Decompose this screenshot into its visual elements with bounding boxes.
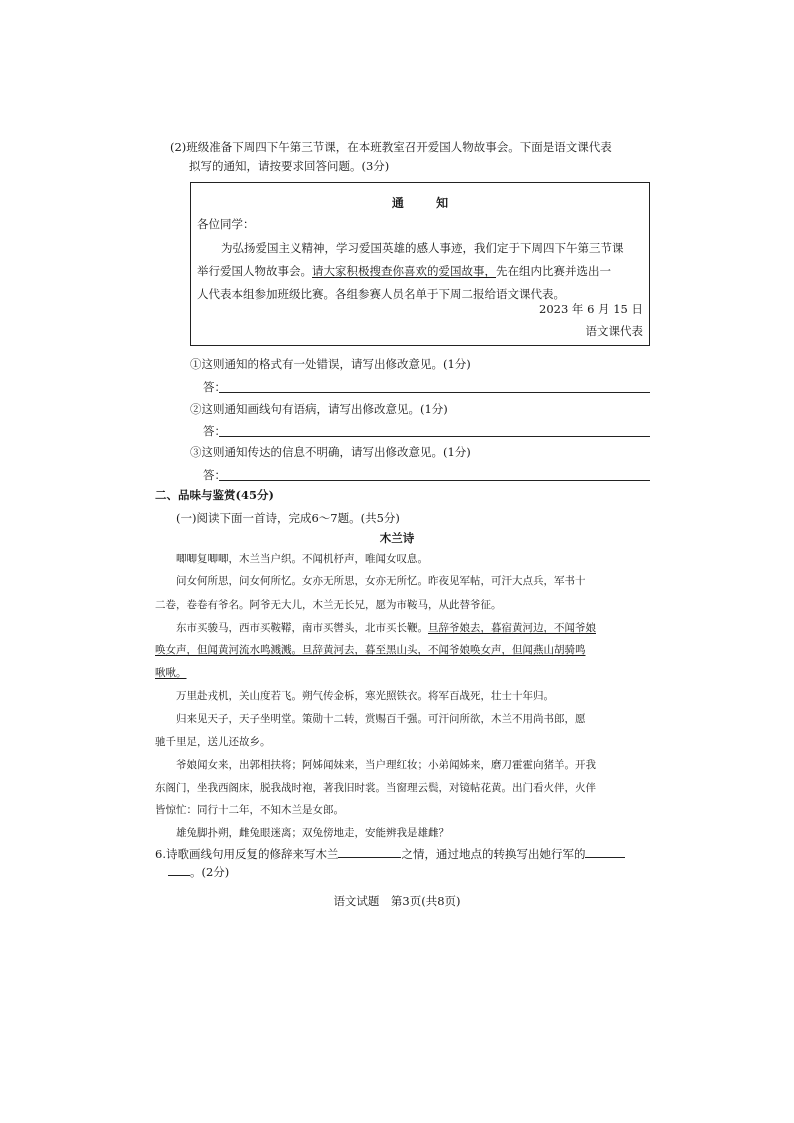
question-6-part3: 。(2分)	[190, 865, 230, 879]
poem-line: 万里赴戎机，关山度若飞。朔气传金柝，寒光照铁衣。将军百战死，壮士十年归。	[176, 690, 554, 702]
poem-underlined-sentence: 旦辞爷娘去，暮宿黄河边，不闻爷娘	[428, 622, 596, 634]
poem-line: 唧唧复唧唧，木兰当户织。不闻机杼声，唯闻女叹息。	[176, 553, 428, 565]
notice-body-line2	[197, 263, 611, 279]
poem-line: 二卷，卷卷有爷名。阿爷无大儿，木兰无长兄，愿为市鞍马，从此替爷征。	[155, 599, 502, 611]
sub-question-2: ②这则通知画线句有语病，请写出修改意见。(1分)	[190, 402, 448, 416]
question-6-blank-2-continued[interactable]	[168, 863, 190, 876]
poem-line: 皆惊忙：同行十二年，不知木兰是女郎。	[155, 804, 344, 816]
notice-date: 2023 年 6 月 15 日	[539, 302, 643, 316]
poem-title: 木兰诗	[379, 531, 415, 545]
notice-salutation: 各位同学：	[197, 217, 255, 231]
poem-underlined-line: 啾啾。	[155, 667, 187, 679]
notice-body-line3: 人代表本组参加班级比赛。各组参赛人员名单于下周二报给语文课代表。	[197, 287, 565, 301]
notice-box	[190, 182, 650, 346]
poem-underlined-line: 唤女声，但闻黄河流水鸣溅溅。旦辞黄河去，暮至黑山头，不闻爷娘唤女声，但闻燕山胡骑鸣	[155, 644, 586, 656]
notice-signature: 语文课代表	[585, 324, 643, 338]
question-2-intro-line2: 拟写的通知，请按要求回答问题。(3分)	[189, 159, 390, 173]
question-2-intro-line1: (2)班级准备下周四下午第三节课，在本班教室召开爱国人物故事会。下面是语文课代表	[170, 140, 612, 154]
question-6	[155, 845, 625, 862]
question-6-part1: 6.诗歌画线句用反复的修辞来写木兰	[155, 847, 339, 861]
poem-line: 问女何所思，问女何所忆。女亦无所思，女亦无所忆。昨夜见军帖，可汗大点兵，军书十	[176, 575, 586, 587]
notice-body-line1: 为弘扬爱国主义精神，学习爱国英雄的感人事迹，我们定于下周四下午第三节课	[221, 241, 624, 255]
poem-line	[176, 620, 596, 636]
answer-label-3: 答：	[203, 468, 226, 482]
poem-line: 驰千里足，送儿还故乡。	[155, 736, 271, 748]
answer-line-3[interactable]	[219, 480, 650, 481]
poem-line: 爷娘闻女来，出郭相扶将；阿姊闻妹来，当户理红妆；小弟闻姊来，磨刀霍霍向猪羊。开我	[176, 759, 596, 771]
answer-line-1[interactable]	[219, 392, 650, 393]
notice-body-line2-plain: 举行爱国人物故事会。	[197, 264, 312, 278]
poem-line: 归来见天子，天子坐明堂。策勋十二转，赏赐百千强。可汗问所欲，木兰不用尚书郎，愿	[176, 713, 586, 725]
question-6-line2	[168, 863, 229, 880]
reading-intro: (一)阅读下面一首诗，完成6～7题。(共5分)	[176, 511, 400, 525]
page-footer: 语文试题 第3页(共8页)	[333, 894, 461, 908]
poem-line-plain: 东市买骏马，西市买鞍鞯，南市买辔头，北市买长鞭。	[176, 622, 428, 634]
notice-body-line2-rest: 先在组内比赛并选出一	[496, 264, 611, 278]
section-title: 二、品味与鉴赏(45分)	[155, 488, 274, 502]
poem-line: 东阁门，坐我西阁床，脱我战时袍，著我旧时裳。当窗理云鬓，对镜帖花黄。出门看火伴，火伴	[155, 782, 596, 794]
poem-line: 雄兔脚扑朔，雌兔眼迷离；双兔傍地走，安能辨我是雄雌？	[176, 827, 449, 839]
question-6-blank-1[interactable]	[338, 845, 401, 858]
sub-question-1: ①这则通知的格式有一处错误，请写出修改意见。(1分)	[190, 357, 471, 371]
sub-question-3: ③这则通知传达的信息不明确，请写出修改意见。(1分)	[190, 445, 471, 459]
question-6-blank-2[interactable]	[585, 845, 625, 858]
notice-underlined-sentence: 请大家积极搜查你喜欢的爱国故事，	[312, 264, 496, 278]
answer-line-2[interactable]	[219, 436, 650, 437]
question-6-part2: 之情，通过地点的转换写出她行军的	[401, 847, 586, 861]
notice-title: 通 知	[391, 196, 463, 210]
answer-label-1: 答：	[203, 380, 226, 394]
answer-label-2: 答：	[203, 424, 226, 438]
